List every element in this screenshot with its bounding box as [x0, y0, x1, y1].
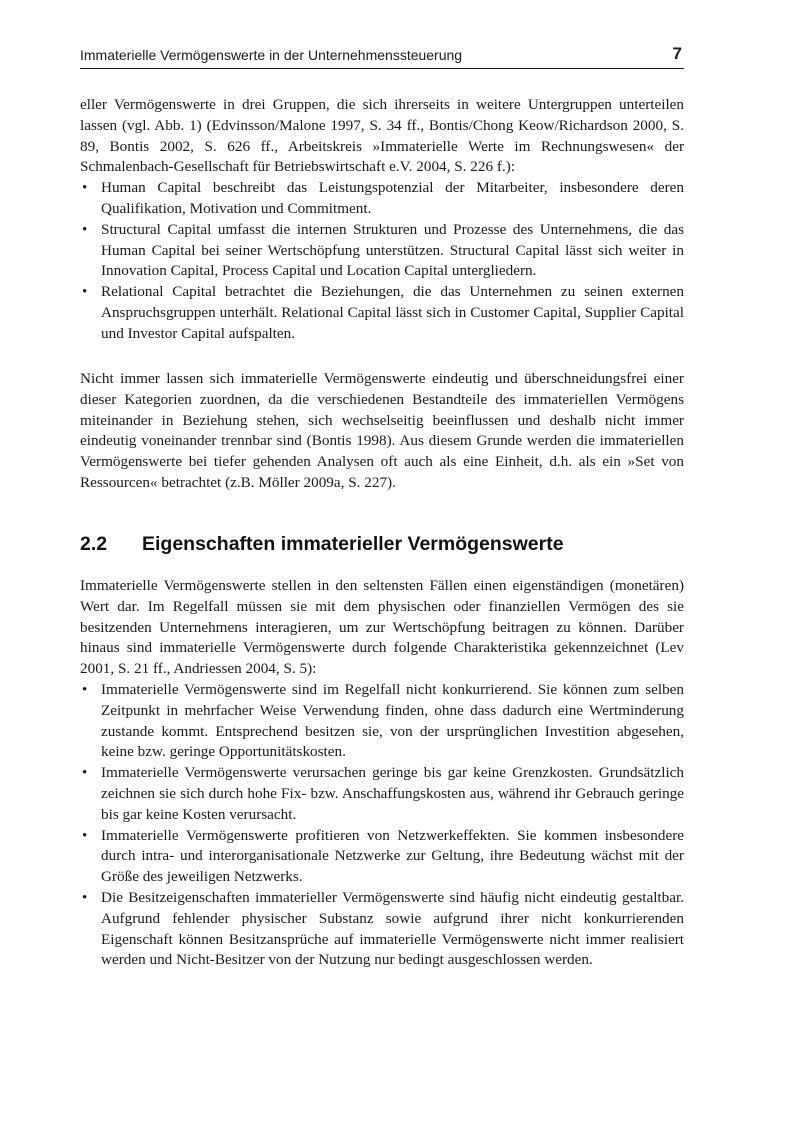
running-header-title: Immaterielle Vermögenswerte in der Unternehmenssteuerung	[80, 47, 463, 63]
section-heading	[80, 533, 684, 556]
body-paragraph: Nicht immer lassen sich immaterielle Vermögenswerte eindeutig und überschneidungsfrei einer dieser Kategorien zuordnen, da die verschiedenen Bestandteile des immateriellen Vermögens miteinander in Beziehung stehen, sich wechselseitig beeinflussen und deshalb nicht immer eindeutig voneinander trennbar sind (Bontis 1998). Aus diesem Grunde werden die immateriellen Vermögenswerte bei tiefer gehenden Analysen oft auch als eine Einheit, d.h. als ein »Set von Ressourcen« betrachtet (z.B. Möller 2009a, S. 227).	[80, 370, 684, 491]
list-item-text: Die Besitzeigenschaften immaterieller Vermögenswerte sind häufig nicht eindeutig gestaltbar. Aufgrund fehlender physischer Substanz sowie aufgrund ihrer nicht konkurrierenden Eigenschaft können Besitzansprüche auf immaterielle Vermögenswerte nicht immer realisiert werden und Nicht-Besitzer von der Nutzung nur bedingt ausgeschlossen werden.	[101, 888, 684, 969]
characteristics-list	[80, 680, 684, 971]
section-paragraph: Immaterielle Vermögenswerte stellen in den seltensten Fällen einen eigenständigen (monetären) Wert dar. Im Regelfall müssen sie mit dem physischen oder finanziellen Vermögen des sie besitzenden Unternehmens interagieren, um zur Wertschöpfung beitragen zu können. Darüber hinaus sind immaterielle Vermögenswerte durch folgende Charakteristika gekennzeichnet (Lev 2001, S. 21 ff., Andriessen 2004, S. 5):	[80, 577, 684, 678]
list-item	[80, 220, 684, 282]
bullet-icon: •	[82, 180, 88, 197]
list-item	[80, 763, 684, 825]
running-header	[80, 44, 684, 66]
section-number: 2.2	[80, 533, 108, 555]
bullet-icon: •	[82, 681, 88, 698]
intro-block	[80, 95, 684, 345]
section-body	[80, 576, 684, 971]
paragraph-block	[80, 369, 684, 494]
list-item	[80, 888, 684, 971]
page-number: 7	[672, 44, 682, 63]
header-rule	[80, 68, 684, 69]
list-item-text: Immaterielle Vermögenswerte verursachen geringe bis gar keine Grenzkosten. Grundsätzlich zeichnen sie sich durch hohe Fix- bzw. Anschaffungskosten aus, während ihr Gebrauch geringe bis gar keine Kosten verursacht.	[101, 764, 684, 823]
list-item-text: Relational Capital betrachtet die Beziehungen, die das Unternehmen zu seinen externen Anspruchsgruppen unterhält. Relational Capital lässt sich in Customer Capital, Supplier Capital und Investor Capital aufspalten.	[101, 283, 684, 342]
bullet-icon: •	[82, 284, 88, 301]
list-item	[80, 282, 684, 344]
intro-paragraph: eller Vermögenswerte in drei Gruppen, die sich ihrerseits in weitere Untergruppen unterteilen lassen (vgl. Abb. 1) (Edvinsson/Malone 1997, S. 34 ff., Bontis/Chong Keow/Richardson 2000, S. 89, Bontis 2002, S. 626 ff., Arbeitskreis »Immaterielle Werte im Rechnungswesen« der Schmalenbach-Gesellschaft für Betriebswirtschaft e.V. 2004, S. 226 f.):	[80, 96, 684, 176]
list-item-text: Human Capital beschreibt das Leistungspotenzial der Mitarbeiter, insbesondere deren Qualifikation, Motivation und Commitment.	[101, 179, 684, 217]
bullet-icon: •	[82, 889, 88, 906]
bullet-icon: •	[82, 765, 88, 782]
list-item	[80, 178, 684, 220]
list-item	[80, 826, 684, 888]
list-item-text: Structural Capital umfasst die internen Strukturen und Prozesse des Unternehmens, die das Human Capital bei seiner Wertschöpfung unterstützen. Structural Capital lässt sich weiter in Innovation Capital, Process Capital und Location Capital untergliedern.	[101, 220, 684, 280]
bullet-icon: •	[82, 827, 88, 844]
list-item-text: Immaterielle Vermögenswerte sind im Regelfall nicht konkurrierend. Sie können zum selben Zeitpunkt in mehrfacher Weise Verwendung finden, ohne dass dadurch eine Wertminderung zustande kommt. Entsprechend besitzen sie, von der ursprünglichen Investition abgesehen, keine bzw. geringe Opportunitätskosten.	[101, 680, 684, 761]
section-title: Eigenschaften immaterieller Vermögenswerte	[142, 533, 564, 555]
bullet-icon: •	[82, 221, 88, 238]
list-item-text: Immaterielle Vermögenswerte profitieren von Netzwerkeffekten. Sie kommen insbesondere durch intra- und interorganisationale Netzwerke zur Geltung, ihre Bedeutung wächst mit der Größe des jeweiligen Netzwerks.	[101, 826, 684, 886]
capital-categories-list	[80, 178, 684, 344]
list-item	[80, 680, 684, 763]
